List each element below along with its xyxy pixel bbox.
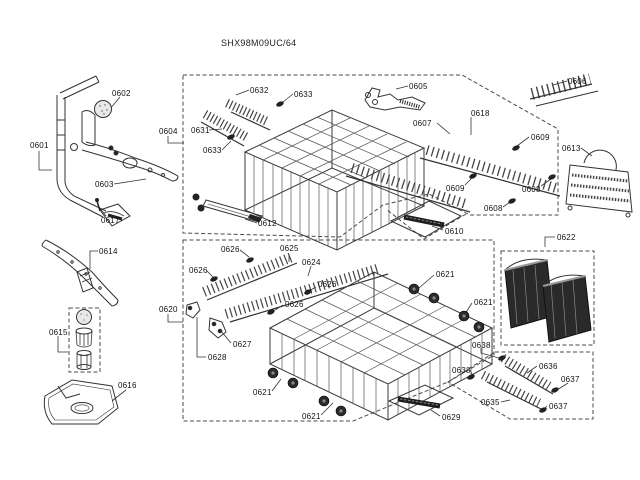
filter-unit-sketch [76,310,92,370]
part-label-0633-1: 0633 [294,90,313,99]
screw-sketch [96,199,101,212]
part-label-0605: 0605 [409,82,428,91]
knob-sketch [95,101,112,118]
part-label-0631: 0631 [191,126,210,135]
rail-0629-sketch [389,385,453,415]
part-label-0607: 0607 [413,119,432,128]
insert-comb-sketch [530,79,598,106]
part-label-0612: 0612 [258,219,277,228]
lower-combs-sketch [204,257,388,322]
part-label-0637-2: 0637 [549,402,568,411]
part-label-0629: 0629 [442,413,461,422]
diagram-title: SHX98M09UC/64 [221,38,297,48]
cutlery-basket-sketch [505,259,591,342]
part-label-0604: 0604 [159,127,178,136]
part-label-0633-2: 0633 [203,146,222,155]
upper-combs-sketch [201,103,270,146]
part-label-0620: 0620 [159,305,178,314]
part-label-0609-1: 0609 [531,133,550,142]
part-label-0608-1: 0608 [522,185,541,194]
part-label-0621-1: 0621 [436,270,455,279]
part-label-0626-3: 0626 [318,280,337,289]
part-label-0625: 0625 [280,244,299,253]
part-label-0609-2: 0609 [446,184,465,193]
base-plate-sketch [44,380,118,424]
part-label-0618: 0618 [471,109,490,118]
part-label-0635: 0635 [481,398,500,407]
part-label-0603: 0603 [95,180,114,189]
part-label-0616: 0616 [118,381,137,390]
part-label-0637-1: 0637 [561,375,580,384]
part-label-0617: 0617 [101,216,120,225]
part-label-0621-2: 0621 [474,298,493,307]
part-label-0610: 0610 [445,227,464,236]
part-label-0601: 0601 [30,141,49,150]
part-label-0621-4: 0621 [302,412,321,421]
part-label-0638-2: 0638 [452,366,471,375]
part-label-0614: 0614 [99,247,118,256]
part-label-0615: 0615 [49,328,68,337]
lower-rack-box [183,240,494,421]
side-element-sketch [566,150,632,217]
part-label-0627: 0627 [233,340,252,349]
tine-box [448,352,593,419]
part-label-0624: 0624 [302,258,321,267]
part-label-0622: 0622 [557,233,576,242]
part-label-0638-1: 0638 [472,341,491,350]
lower-basket-sketch [270,272,492,420]
hinge-brackets-sketch [186,302,226,338]
part-label-0632: 0632 [250,86,269,95]
part-label-0626-1: 0626 [221,245,240,254]
upper-basket-sketch [245,110,424,250]
part-label-0626-4: 0626 [285,300,304,309]
part-label-0608-2: 0608 [484,204,503,213]
part-label-0636: 0636 [539,362,558,371]
clip-bracket-sketch [365,88,425,110]
tine-rows-sketch [346,150,560,212]
roller-bracket-sketch [193,194,263,223]
spray-arm-sketch [71,111,179,181]
part-label-0626-2: 0626 [189,266,208,275]
part-label-0621-3: 0621 [253,388,272,397]
part-label-0602: 0602 [112,89,131,98]
part-label-0606: 0606 [568,77,587,86]
part-label-0628: 0628 [208,353,227,362]
part-label-0613: 0613 [562,144,581,153]
